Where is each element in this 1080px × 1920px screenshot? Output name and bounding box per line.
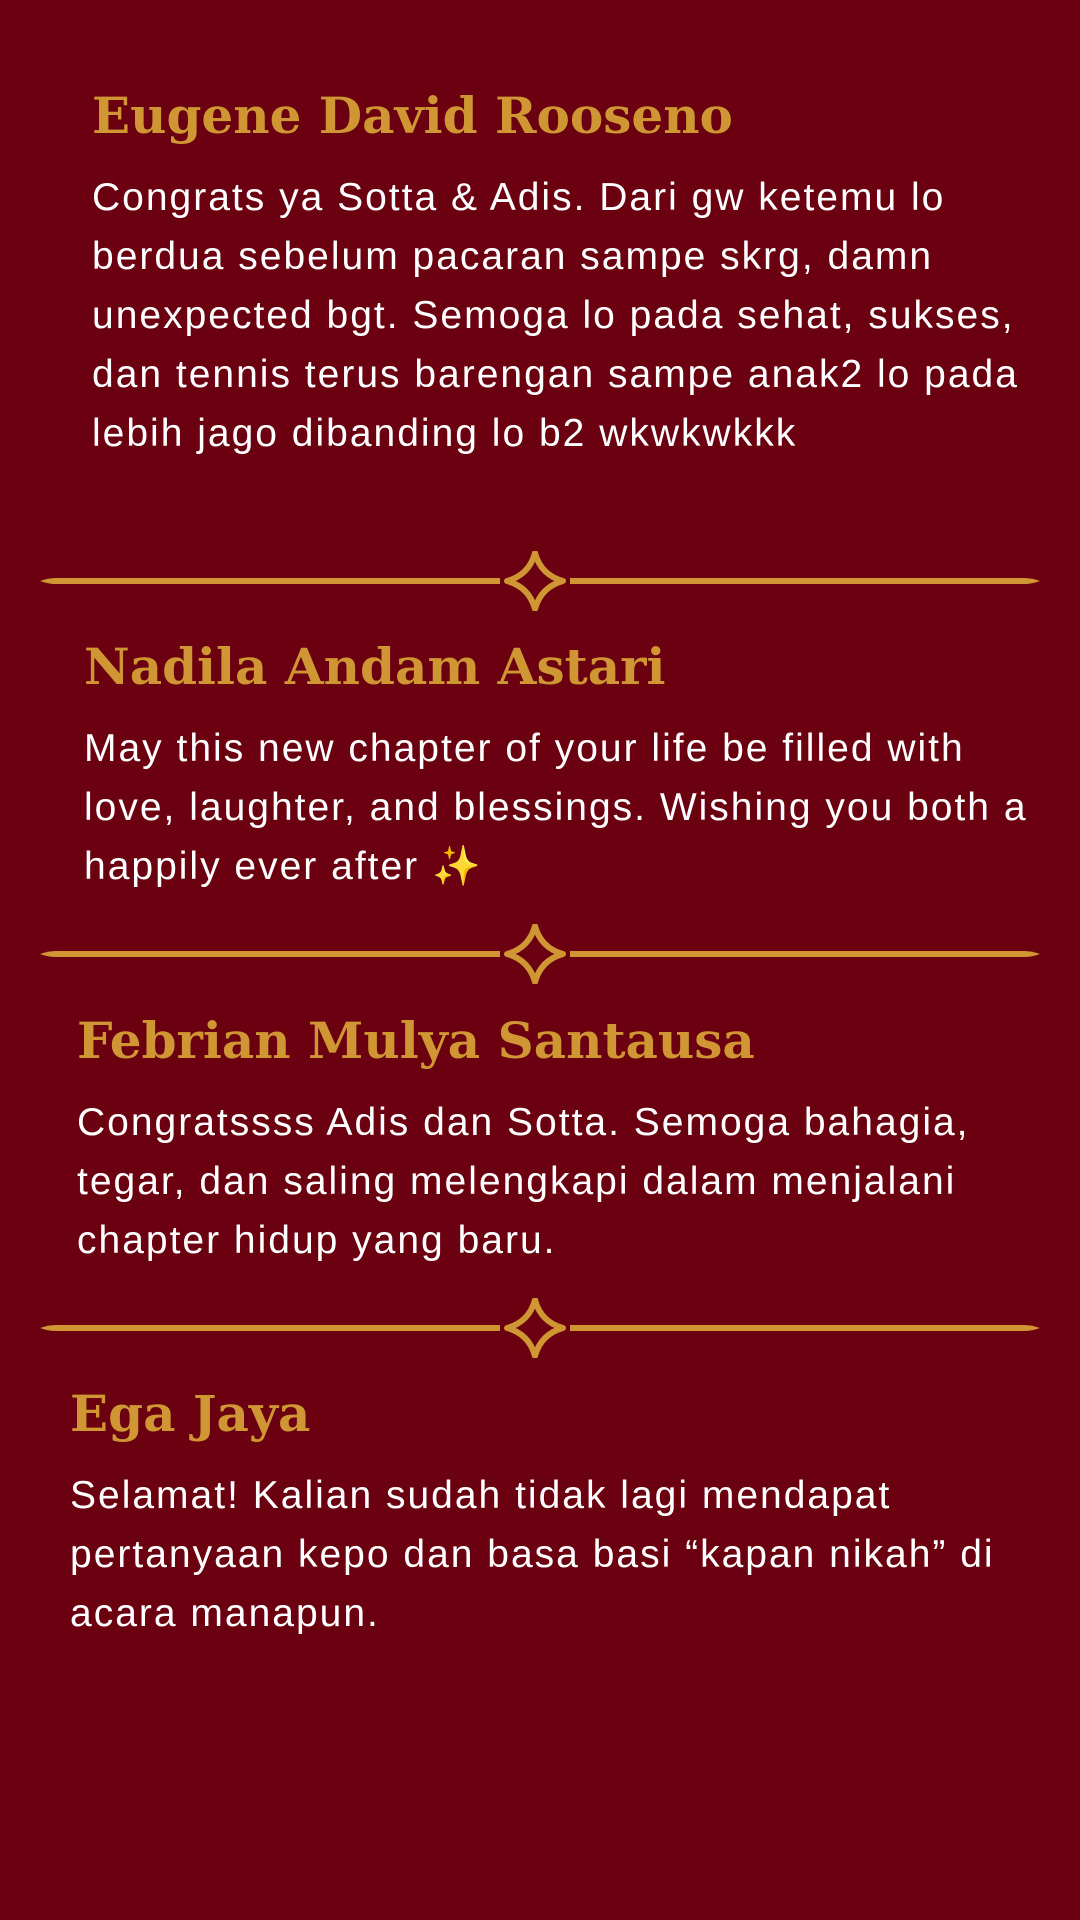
wish-author-name: Eugene David Rooseno xyxy=(92,86,733,145)
ornament-divider xyxy=(40,551,1040,611)
wish-author-name: Nadila Andam Astari xyxy=(84,637,666,696)
wish-message-text: May this new chapter of your life be filled with love, laughter, and blessings. Wishing you both a happily ever after xyxy=(84,727,1028,888)
wish-message xyxy=(84,719,1040,896)
wish-author-name: Ega Jaya xyxy=(70,1384,311,1443)
four-point-star-icon xyxy=(507,926,563,982)
wish-card xyxy=(84,637,1040,896)
ornament-divider xyxy=(40,1298,1040,1358)
wish-card xyxy=(92,86,1040,463)
ornament-divider xyxy=(40,924,1040,984)
wish-message: Selamat! Kalian sudah tidak lagi mendapat pertanyaan kepo dan basa basi “kapan nikah” di acara manapun. xyxy=(70,1474,995,1635)
four-point-star-icon xyxy=(507,553,563,609)
wish-card xyxy=(77,1011,1052,1270)
sparkles-icon: ✨ xyxy=(432,844,483,889)
wish-author-name: Febrian Mulya Santausa xyxy=(77,1011,755,1070)
wish-card xyxy=(70,1384,1040,1643)
four-point-star-icon xyxy=(507,1300,563,1356)
wish-message: Congratssss Adis dan Sotta. Semoga bahagia, tegar, dan saling melengkapi dalam menjalani chapter hidup yang baru. xyxy=(77,1101,970,1262)
wish-message: Congrats ya Sotta & Adis. Dari gw ketemu lo berdua sebelum pacaran sampe skrg, damn unexpected bgt. Semoga lo pada sehat, sukses, dan tennis terus barengan sampe anak2 lo pada lebih jago dibanding lo b2 wkwkwkkk xyxy=(92,176,1019,455)
